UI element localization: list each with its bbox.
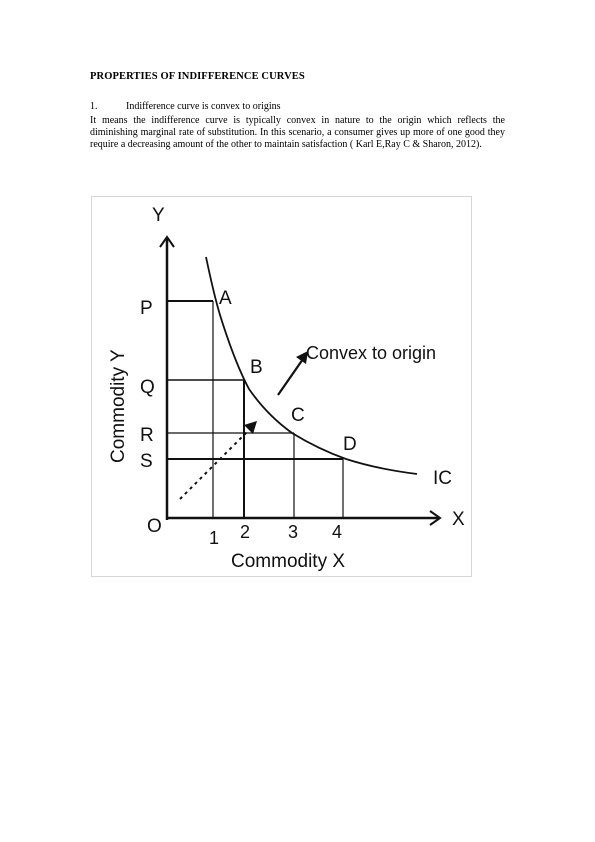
curve-label: IC (433, 468, 452, 489)
x-tick-label-2: 2 (240, 522, 251, 542)
annotation-label: Convex to origin (306, 343, 437, 363)
y-tick-label-r: R (140, 425, 154, 446)
indifference-curve-figure (91, 196, 472, 577)
y-tick-label-q: Q (140, 377, 155, 398)
dotted-arrow (180, 427, 252, 499)
x-axis-letter: X (452, 509, 465, 530)
y-tick-label-p: P (140, 298, 153, 319)
point-label-b: B (250, 357, 263, 378)
indifference-curve-diagram (92, 197, 473, 578)
y-axis-label: Commodity Y (108, 349, 129, 463)
y-tick-label-s: S (140, 451, 153, 472)
list-item-title: Indifference curve is convex to origins (126, 101, 281, 112)
point-label-a: A (219, 288, 232, 309)
x-axis-label: Commodity X (231, 551, 346, 572)
point-label-d: D (343, 434, 357, 455)
origin-label: O (147, 516, 162, 537)
point-label-c: C (291, 405, 305, 426)
x-tick-label-4: 4 (332, 522, 343, 542)
list-item-number: 1. (90, 101, 98, 112)
x-tick-label-1: 1 (209, 528, 220, 548)
section-heading: PROPERTIES OF INDIFFERENCE CURVES (90, 71, 305, 82)
body-paragraph: It means the indifference curve is typically convex in nature to the origin which reflects the diminishing marginal rate of substitution. In this scenario, a consumer gives up more of one good they require a decreasing amount of the other to maintain satisfaction ( Karl E,Ray C & Sharon, 2012). (90, 115, 505, 151)
indifference-curve (206, 257, 417, 474)
y-axis-letter: Y (152, 205, 165, 226)
convex-arrow (278, 359, 303, 395)
x-tick-label-3: 3 (288, 522, 299, 542)
